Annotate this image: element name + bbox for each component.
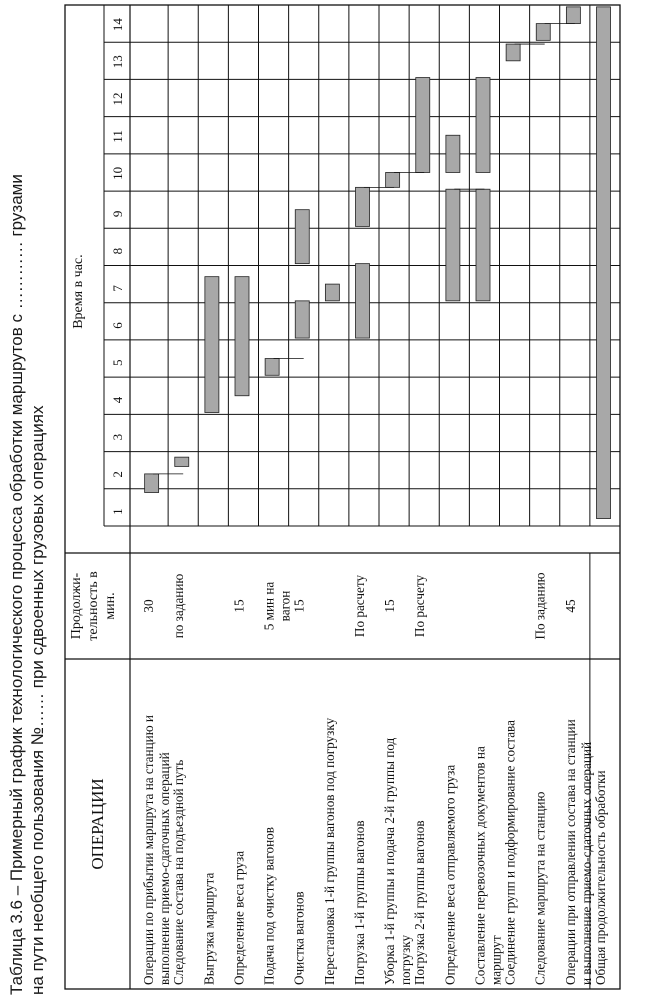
gantt-bar (356, 187, 370, 226)
duration-text: вагон (277, 590, 293, 622)
hour-label: 5 (110, 359, 125, 366)
gantt-bar (295, 301, 309, 338)
caption-line-2: на пути необщего пользования №…… при сдвоенных грузовых операциях (28, 405, 47, 995)
hour-label: 1 (110, 508, 125, 515)
header-operations: ОПЕРАЦИИ (88, 778, 107, 870)
gantt-bar (446, 135, 460, 172)
header-time: Время в час. (71, 254, 86, 329)
operation-text: маршрут (488, 935, 504, 985)
gantt-bar (295, 210, 309, 264)
operation-text: Подача под очистку вагонов (261, 827, 277, 985)
gantt-bar (265, 359, 279, 376)
operation-text: Уборка 1-й группы и подача 2-й группы под (382, 737, 397, 985)
operation-text: Определение веса груза (231, 850, 247, 985)
hour-label: 14 (110, 18, 125, 32)
hour-label: 8 (110, 247, 125, 255)
operation-text: Очистка вагонов (291, 891, 307, 985)
header-duration-line: мин. (103, 592, 118, 620)
gantt-bar (476, 189, 490, 301)
operation-text: Соединение групп и подформирование состава (502, 720, 518, 985)
duration-text: по заданию (171, 573, 187, 639)
hour-label: 3 (110, 433, 125, 441)
gantt-bar (325, 284, 339, 301)
duration-text: По расчету (412, 574, 428, 638)
duration-text: По заданию (532, 572, 548, 640)
gantt-bar (597, 7, 611, 519)
gantt-bar (446, 189, 460, 301)
operation-text: Операции при отправлении состава на станции (562, 719, 578, 985)
gantt-bar (235, 277, 249, 396)
hour-label: 2 (110, 471, 125, 478)
gantt-bar (175, 457, 189, 466)
duration-text: 15 (291, 599, 307, 613)
gantt-bar (145, 474, 159, 493)
hour-label: 9 (110, 210, 125, 218)
duration-text: 15 (231, 599, 247, 613)
duration-text: 30 (141, 599, 156, 613)
operation-text: Следование маршрута на станцию (532, 791, 548, 985)
duration-text: 45 (562, 599, 578, 613)
header-duration-line: Продолжи- (69, 572, 84, 640)
hour-label: 11 (110, 130, 125, 143)
operation-text: Операции по прибытии маршрута на станцию и (141, 715, 156, 985)
hour-label: 10 (110, 166, 125, 180)
gantt-bar (205, 277, 219, 413)
operation-text: и выполнение приемо-сдаточных операций (578, 741, 594, 985)
operation-text: Погрузка 2-й группы вагонов (412, 820, 428, 985)
operation-text: Погрузка 1-й группы вагонов (351, 820, 367, 985)
gantt-bar (416, 78, 430, 173)
hour-label: 13 (110, 55, 125, 69)
operation-text: Определение веса отправляемого груза (442, 764, 458, 985)
operation-text: Перестановка 1-й группы вагонов под погрузку (321, 717, 337, 985)
gantt-bar (506, 44, 520, 61)
operation-text: Общая продолжительность обработки (592, 770, 608, 985)
gantt-bar (566, 7, 580, 24)
hour-label: 7 (110, 285, 125, 292)
operation-text: выполнение приемо-сдаточных операций (157, 752, 172, 985)
operation-text: Следование состава на подъездной путь (171, 759, 187, 985)
hour-label: 4 (110, 396, 125, 404)
caption-line-1: Таблица 3.6 – Примерный график технологического процесса обработки маршрутов с ………… грузами (7, 174, 26, 995)
gantt-bar (386, 172, 400, 187)
gantt-bar (536, 24, 550, 41)
operation-text: Составление перевозочных документов на (472, 746, 488, 985)
hour-label: 12 (110, 92, 125, 106)
hour-label: 6 (110, 322, 125, 329)
gantt-bar (356, 264, 370, 338)
duration-text: 15 (382, 599, 397, 613)
gantt-bar (476, 78, 490, 173)
operation-text: Выгрузка маршрута (201, 872, 217, 985)
header-duration-line: тельность в (86, 571, 101, 641)
operation-text: погрузку (398, 934, 413, 985)
duration-text: По расчету (351, 574, 367, 638)
duration-text: 5 мин на (261, 581, 277, 631)
